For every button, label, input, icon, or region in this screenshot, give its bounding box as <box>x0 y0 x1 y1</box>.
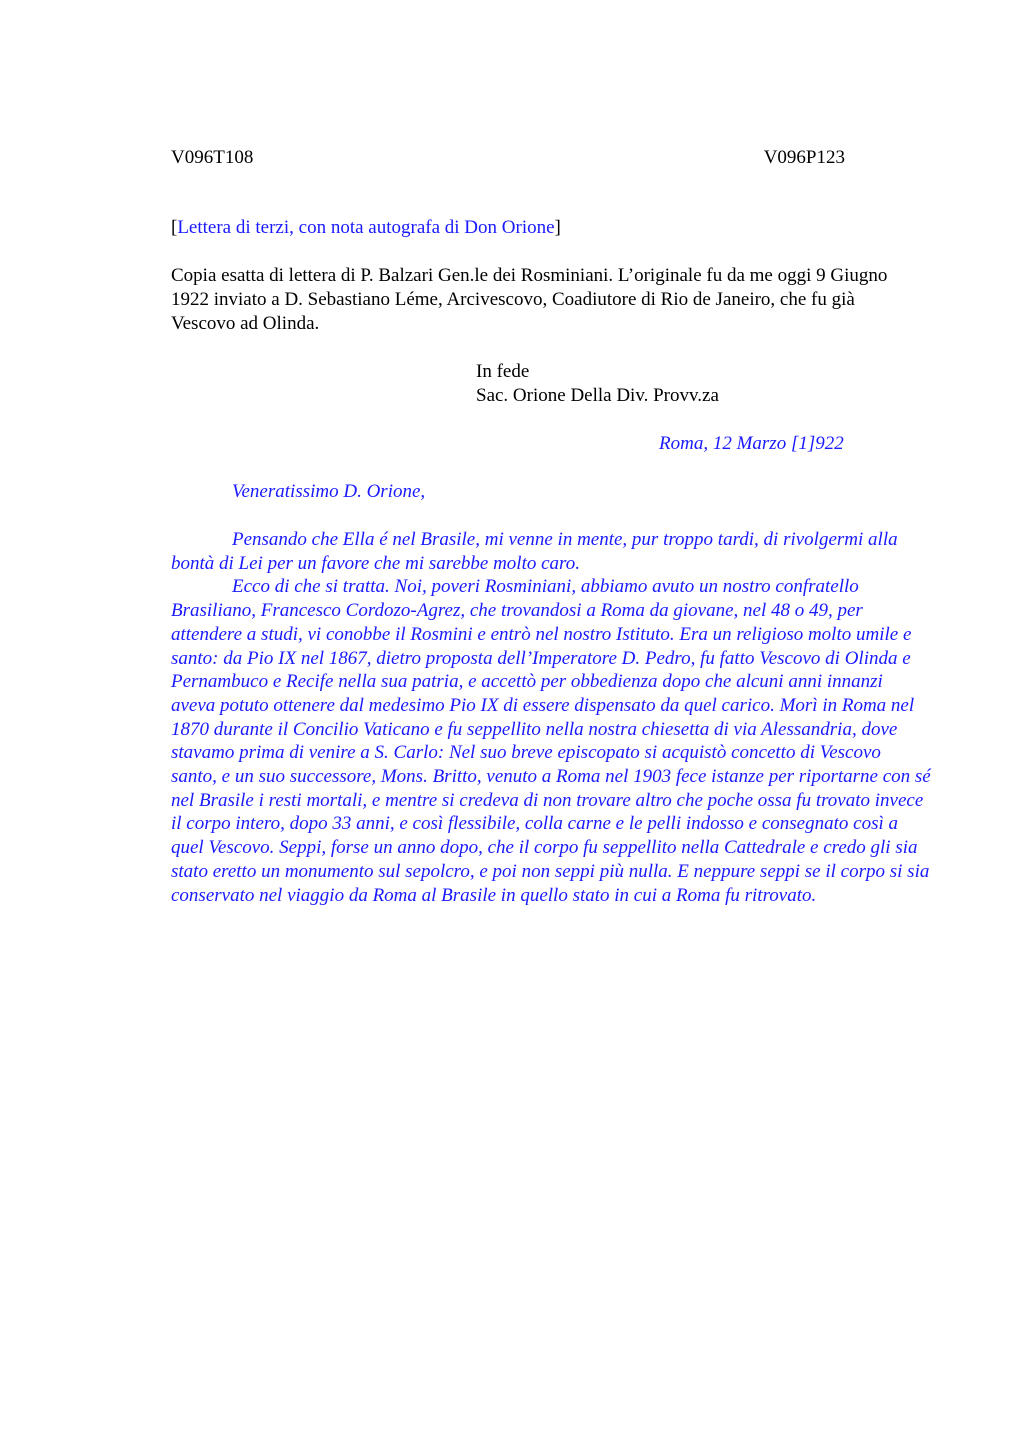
heading-title: Lettera di terzi, con nota autografa di Don Orione <box>177 217 555 238</box>
letter-paragraph-2: Ecco di che si tratta. Noi, poveri Rosminiani, abbiamo avuto un nostro confratello Brasiliano, Francesco Cordozo-Agrez, che trovandosi a Roma da giovane, nel 48 o 49, per attendere a studi, vi conobbe il Rosmini e entrò nel nostro Istituto. Era un religioso molto umile e santo: da Pio IX nel 1867, dietro proposta dell’Imperatore D. Pedro, fu fatto Vescovo di Olinda e Pernambuco e Recife nella sua patria, e accettò per obbedienza dopo che alcuni anni innanzi aveva potuto ottenere dal medesimo Pio IX di essere dispensato da quel carico. Morì in Roma nel 1870 durante il Concilio Vaticano e fu seppellito nella nostra chiesetta di via Alessandria, dove stavamo prima di venire a S. Carlo: Nel suo breve episcopato si acquistò concetto di Vescovo santo, e un suo successore, Mons. Britto, venuto a Roma nel 1903 fece istanze per riportarne con sé nel Brasile i resti mortali, e mentre si credeva di non trovare altro che poche ossa fu trovato invece il corpo intero, dopo 33 anni, e così flessibile, colla carne e le pelli indosso e consegnato così a quel Vescovo. Seppi, forse un anno dopo, che il corpo fu seppellito nella Cattedrale e credo gli sia stato eretto un monumento sul sepolcro, e poi non seppi più nulla. E neppure seppi se il corpo si sia conservato nel viaggio da Roma al Brasile in quello stato in cui a Roma fu ritrovato. <box>171 576 931 906</box>
intro-note: Copia esatta di lettera di P. Balzari Gen.le dei Rosminiani. L’originale fu da me oggi 9 Giugno 1922 inviato a D. Sebastiano Léme, Arcivescovo, Coadiutore di Rio de Janeiro, che fu già Vescovo ad Olinda. <box>171 265 888 334</box>
code-right: V096P123 <box>763 147 845 168</box>
document-body <box>171 146 931 907</box>
signature-line-2: Sac. Orione Della Div. Provv.za <box>476 385 719 406</box>
code-left: V096T108 <box>171 147 254 168</box>
letter-date: Roma, 12 Marzo [1]922 <box>659 433 844 454</box>
heading-open-bracket: [ <box>171 217 178 238</box>
letter-salutation: Veneratissimo D. Orione, <box>232 481 426 502</box>
signature-block <box>476 360 931 408</box>
document-codes <box>171 146 845 170</box>
document-heading <box>171 216 931 240</box>
letter-paragraph-1: Pensando che Ella é nel Brasile, mi venne in mente, pur troppo tardi, di rivolgermi alla bontà di Lei per un favore che mi sarebbe molto caro. <box>171 529 898 574</box>
signature-line-1: In fede <box>476 361 530 382</box>
heading-close-bracket: ] <box>554 217 561 238</box>
